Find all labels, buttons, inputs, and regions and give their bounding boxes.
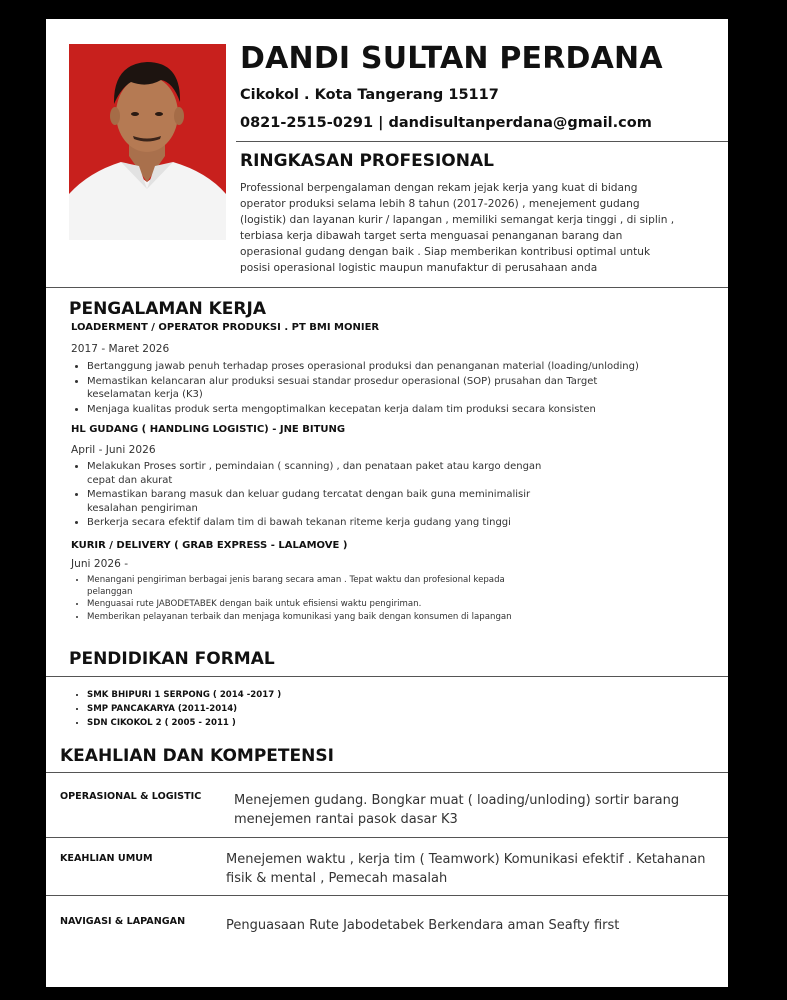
divider <box>236 141 728 142</box>
divider <box>46 676 728 677</box>
job-date: Juni 2026 - <box>71 558 129 570</box>
job-title: KURIR / DELIVERY ( GRAB EXPRESS - LALAMOVE ) <box>71 540 348 551</box>
job-date: April - Juni 2026 <box>71 444 156 456</box>
candidate-name: DANDI SULTAN PERDANA <box>240 41 663 76</box>
divider <box>46 837 728 838</box>
summary-title: RINGKASAN PROFESIONAL <box>240 151 494 171</box>
divider <box>46 772 728 773</box>
job-bullets <box>71 575 537 624</box>
list-item: • SMP PANCAKARYA (2011-2014) <box>87 703 387 716</box>
address: Cikokol . Kota Tangerang 15117 <box>240 87 499 103</box>
skill-label: NAVIGASI & LAPANGAN <box>60 916 186 927</box>
list-item: • SMK BHIPURI 1 SERPONG ( 2014 -2017 ) <box>87 689 387 702</box>
list-item: • Memastikan barang masuk dan keluar gudang tercatat dengan baik guna meminimalisir kesalahan pengiriman <box>87 488 572 515</box>
skill-text: Menejemen waktu , kerja tim ( Teamwork) Komunikasi efektif . Ketahanan fisik & mental , Pemecah masalah <box>226 852 706 886</box>
divider <box>46 895 728 896</box>
skill-text: Menejemen gudang. Bongkar muat ( loading/unloding) sortir barang menejemen rantai pasok dasar K3 <box>234 793 680 827</box>
job-title: HL GUDANG ( HANDLING LOGISTIC) - JNE BITUNG <box>71 424 346 435</box>
list-item: • Memastikan kelancaran alur produksi sesuai standar prosedur operasional (SOP) prusahan dan Target keselamatan kerja (K3) <box>87 375 657 402</box>
experience-title: PENGALAMAN KERJA <box>69 299 266 319</box>
job-title: LOADERMENT / OPERATOR PRODUKSI . PT BMI MONIER <box>71 322 380 333</box>
list-item: • Memberikan pelayanan terbaik dan menjaga komunikasi yang baik dengan konsumen di lapangan <box>87 612 537 624</box>
list-item: • Bertanggung jawab penuh terhadap proses operasional produksi dan penanganan material (loading/unloding) <box>87 360 707 374</box>
resume-page <box>46 19 728 987</box>
list-item: • Melakukan Proses sortir , pemindaian ( scanning) , dan penataan paket atau kargo dengan cepat dan akurat <box>87 460 572 487</box>
skill-text: Penguasaan Rute Jabodetabek Berkendara aman Seafty first <box>226 918 620 933</box>
summary-text: Professional berpengalaman dengan rekam jejak kerja yang kuat di bidang operator produksi selama lebih 8 tahun (2017-2026) , menejement gudang (logistik) dan layanan kurir / lapangan , memiliki semangat kerja tinggi , di siplin , terbiasa kerja dibawah target serta menguasai penanganan barang dan operasional gudang dengan baik . Siap memberikan kontribusi optimal untuk posisi operasional logistic maupun manufaktur di perusahaan anda <box>240 182 675 274</box>
job-date: 2017 - Maret 2026 <box>71 343 170 355</box>
divider <box>46 287 728 288</box>
profile-photo <box>69 44 226 240</box>
list-item: • Menguasai rute JABODETABEK dengan baik untuk efisiensi waktu pengiriman. <box>87 599 537 611</box>
education-list <box>71 689 387 731</box>
job-bullets <box>71 360 707 417</box>
skill-label: OPERASIONAL & LOGISTIC <box>60 791 202 802</box>
contact-info: 0821-2515-0291 | dandisultanperdana@gmail.com <box>240 115 652 131</box>
list-item: • Menangani pengiriman berbagai jenis barang secara aman . Tepat waktu dan profesional kepada pelanggan <box>87 575 537 598</box>
list-item: • SDN CIKOKOL 2 ( 2005 - 2011 ) <box>87 717 387 730</box>
skill-label: KEAHLIAN UMUM <box>60 853 153 864</box>
job-bullets <box>71 460 572 531</box>
education-title: PENDIDIKAN FORMAL <box>69 649 275 669</box>
list-item: • Berkerja secara efektif dalam tim di bawah tekanan riteme kerja gudang yang tinggi <box>87 516 607 530</box>
list-item: • Menjaga kualitas produk serta mengoptimalkan kecepatan kerja dalam tim produksi secara konsisten <box>87 403 707 417</box>
skills-title: KEAHLIAN DAN KOMPETENSI <box>60 746 334 766</box>
